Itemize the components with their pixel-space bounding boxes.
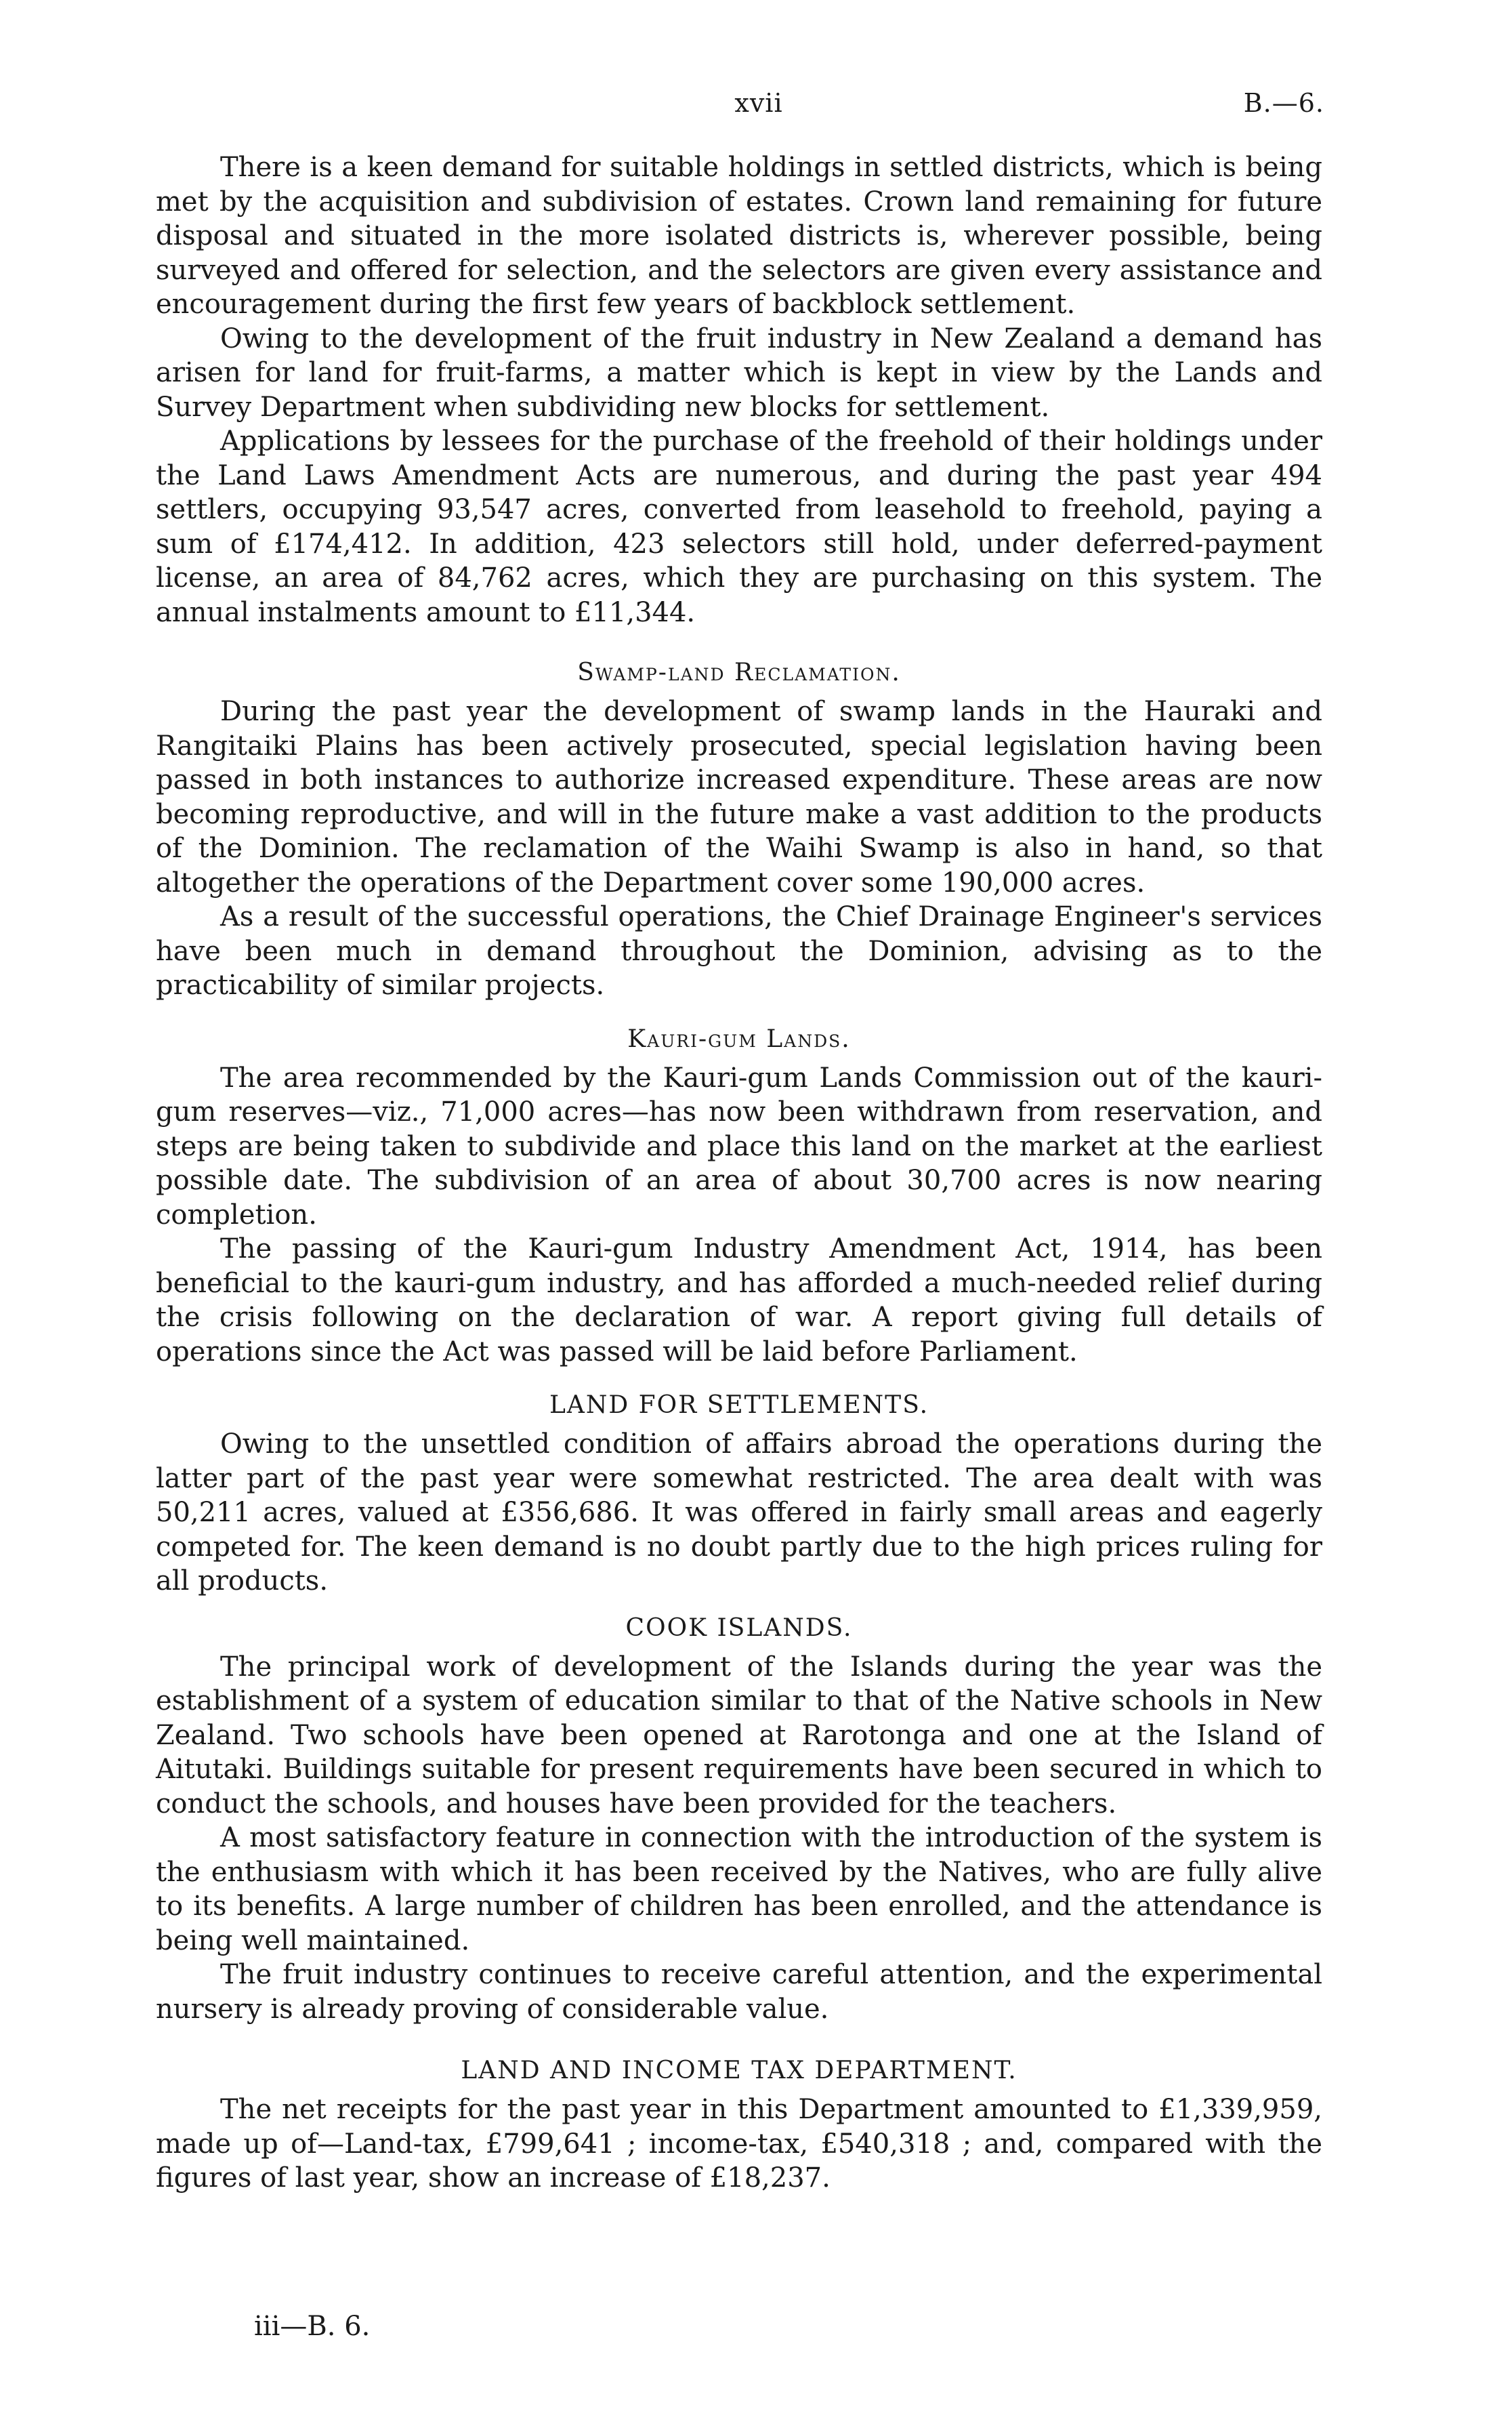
paragraph: The fruit industry continues to receive careful attention, and the experimental nursery is already proving of considerable value. <box>156 1959 1322 2025</box>
paragraph: There is a keen demand for suitable holdings in settled districts, which is being met by the acquisition and subdivision of estates. Crown land remaining for future disposal and situated in the more isolated districts is, wherever possible, being surveyed and offered for selection, and the selectors are given every assistance and encouragement during the first few years of backblock settlement. <box>156 152 1322 320</box>
paragraph: The net receipts for the past year in this Department amounted to £1,339,959, made up of—Land-tax, £799,641 ; income-tax, £540,318 ; and, compared with the figures of last year, show an increase of £18,237. <box>156 2094 1322 2194</box>
section-land-settlement <box>156 150 1322 630</box>
paragraph: During the past year the development of swamp lands in the Hauraki and Rangitaiki Plains has been actively prosecuted, special legislation having been passed in both instances to authorize increased expenditure. These areas are now becoming reproductive, and will in the future make a vast addition to the products of the Dominion. The reclamation of the Waihi Swamp is also in hand, so that altogether the operations of the Department cover some 190,000 acres. <box>156 696 1322 899</box>
printer-signature: iii—B. 6. <box>254 2311 371 2342</box>
section-kauri-gum-lands <box>156 1018 1322 1370</box>
section-swamp-land-reclamation <box>156 651 1322 1003</box>
page-number: xvii <box>734 88 783 118</box>
section-heading: Kauri-gum Lands. <box>627 1025 851 1053</box>
paragraph: The principal work of development of the Islands during the year was the establishment of a system of education similar to that of the Native schools in New Zealand. Two schools have been opened at Rarotonga and one at the Island of Aitutaki. Buildings suitable for present requirements have been secured in which to conduct the schools, and houses have been provided for the teachers. <box>156 1651 1322 1819</box>
section-heading: LAND AND INCOME TAX DEPARTMENT. <box>461 2057 1017 2084</box>
paragraph: As a result of the successful operations, the Chief Drainage Engineer's services have been much in demand throughout the Dominion, advising as to the practicability of similar projects. <box>156 901 1322 1001</box>
section-heading: COOK ISLANDS. <box>625 1613 853 1642</box>
paragraph: A most satisfactory feature in connection with the introduction of the system is the enthusiasm with which it has been received by the Natives, who are fully alive to its benefits. A large number of children has been enrolled, and the attendance is being well maintained. <box>156 1822 1322 1956</box>
paragraph: Owing to the development of the fruit industry in New Zealand a demand has arisen for land for fruit-farms, a matter which is kept in view by the Lands and Survey Department when subdividing new blocks for settlement. <box>156 323 1322 423</box>
document-reference: B.—6. <box>1243 88 1324 118</box>
section-land-for-settlements <box>156 1384 1322 1599</box>
paragraph: Applications by lessees for the purchase of the freehold of their holdings under the Land Laws Amendment Acts are numerous, and during the past year 494 settlers, occupying 93,547 acres, converted from leasehold to freehold, paying a sum of £174,412. In addition, 423 selectors still hold, under deferred-payment license, an area of 84,762 acres, which they are purchasing on this system. The annual instalments amount to £11,344. <box>156 426 1322 628</box>
paragraph: Owing to the unsettled condition of affairs abroad the operations during the latter part of the past year were somewhat restricted. The area dealt with was 50,211 acres, valued at £356,686. It was offered in fairly small areas and eagerly competed for. The keen demand is no doubt partly due to the high prices ruling for all products. <box>156 1428 1322 1597</box>
section-cook-islands <box>156 1607 1322 2027</box>
section-land-and-income-tax <box>156 2049 1322 2196</box>
section-heading: LAND FOR SETTLEMENTS. <box>549 1391 929 1419</box>
page-body <box>156 150 1322 2196</box>
paragraph: The area recommended by the Kauri-gum Lands Commission out of the kauri-gum reserves—viz., 71,000 acres—has now been withdrawn from reservation, and steps are being taken to subdivide and place this land on the market at the earliest possible date. The subdivision of an area of about 30,700 acres is now nearing completion. <box>156 1062 1322 1231</box>
paragraph: The passing of the Kauri-gum Industry Amendment Act, 1914, has been beneficial to the kauri-gum industry, and has afforded a much-needed relief during the crisis following on the declaration of war. A report giving full details of operations since the Act was passed will be laid before Parliament. <box>156 1233 1322 1367</box>
section-heading: Swamp-land Reclamation. <box>577 659 901 686</box>
